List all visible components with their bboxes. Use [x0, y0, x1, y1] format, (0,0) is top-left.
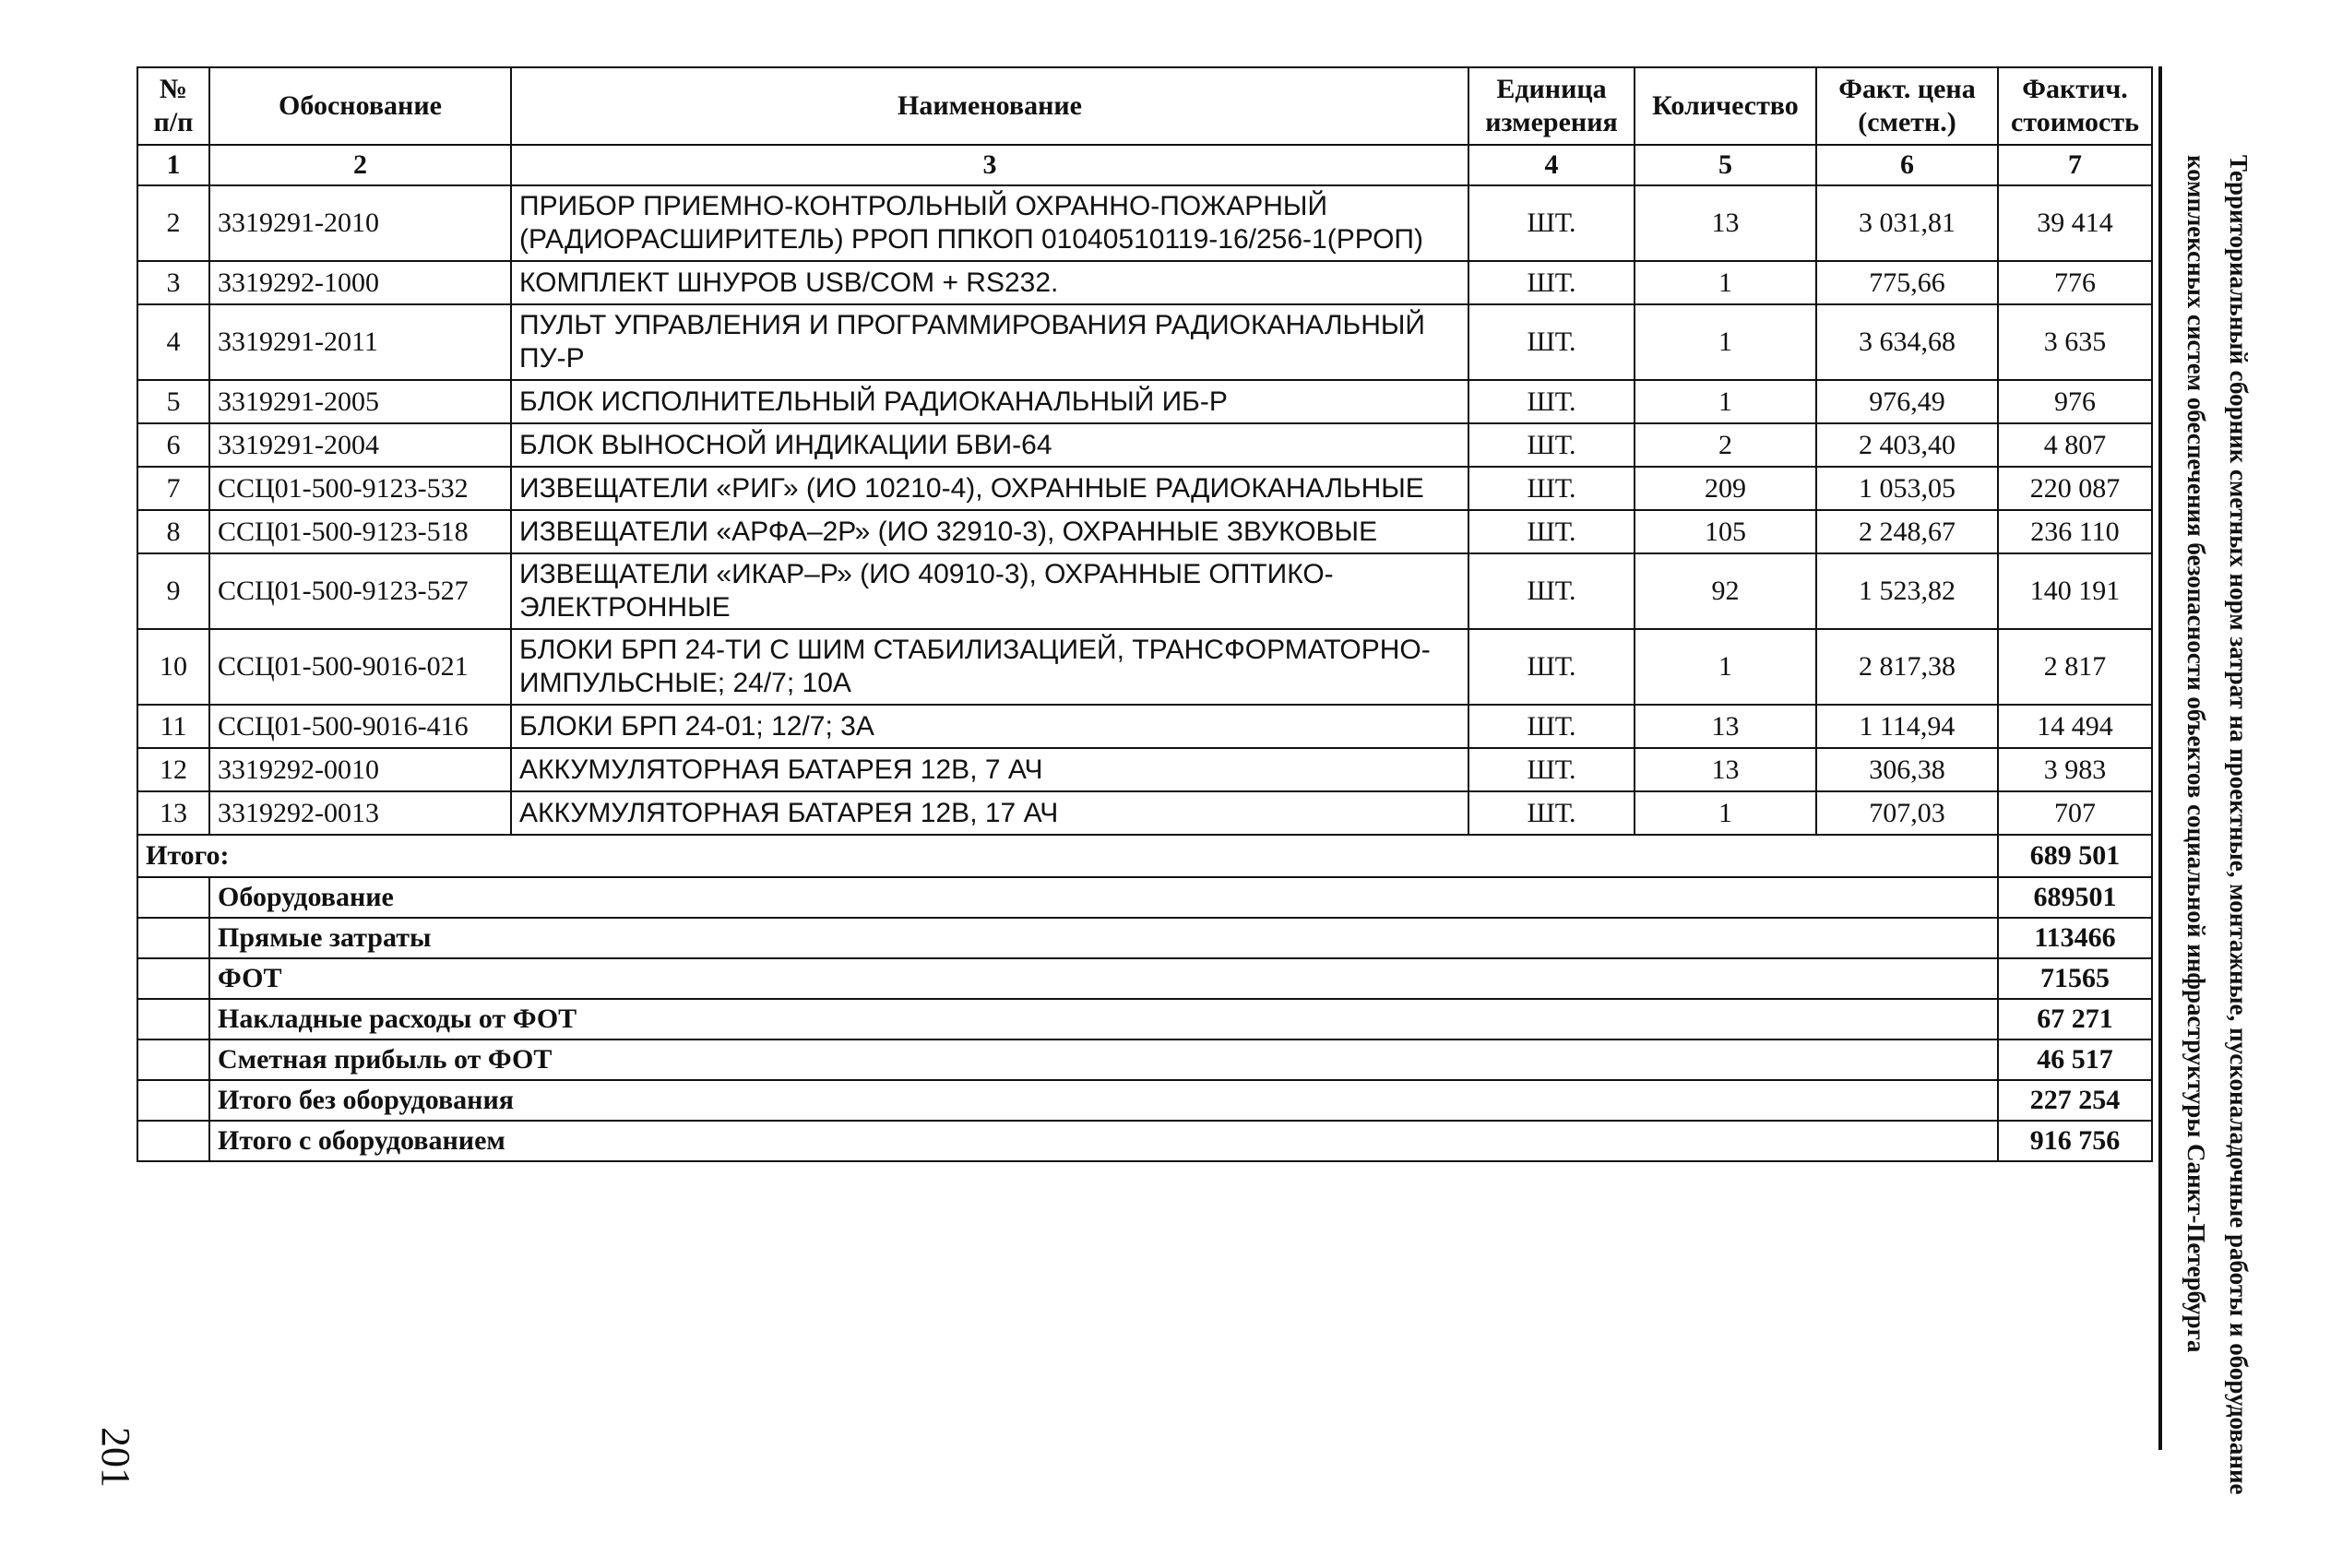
row-code: ССЦ01-500-9123-532: [209, 467, 511, 510]
row-cost: 3 983: [1998, 748, 2152, 791]
summary-spacer: [137, 918, 209, 958]
summary-label: Итого без оборудования: [209, 1080, 1998, 1121]
header-cell-price: Факт. цена (сметн.): [1816, 67, 1998, 145]
summary-label: Итого с оборудованием: [209, 1121, 1998, 1161]
table-row: [137, 510, 2152, 553]
summary-value: 689501: [1998, 877, 2152, 918]
row-name: ИЗВЕЩАТЕЛИ «ИКАР–Р» (ИО 40910-3), ОХРАННЫЕ ОПТИКО-ЭЛЕКТРОННЫЕ: [511, 553, 1468, 629]
row-price: 2 403,40: [1816, 423, 1998, 467]
summary-label: Сметная прибыль от ФОТ: [209, 1039, 1998, 1080]
row-code: 3319291-2011: [209, 304, 511, 380]
row-price: 306,38: [1816, 748, 1998, 791]
summary-row: [137, 1039, 2152, 1080]
row-number: 5: [137, 380, 209, 423]
row-code: ССЦ01-500-9016-416: [209, 705, 511, 748]
row-unit: ШТ.: [1468, 510, 1635, 553]
summary-label: Накладные расходы от ФОТ: [209, 999, 1998, 1039]
summary-value: 916 756: [1998, 1121, 2152, 1161]
header-cell-quantity: Количество: [1635, 67, 1816, 145]
summary-label: Оборудование: [209, 877, 1998, 918]
row-number: 3: [137, 261, 209, 304]
row-cost: 976: [1998, 380, 2152, 423]
row-unit: ШТ.: [1468, 791, 1635, 835]
row-number: 2: [137, 185, 209, 261]
row-unit: ШТ.: [1468, 380, 1635, 423]
summary-value: 227 254: [1998, 1080, 2152, 1121]
row-number: 12: [137, 748, 209, 791]
row-code: ССЦ01-500-9016-021: [209, 629, 511, 705]
row-quantity: 13: [1635, 705, 1816, 748]
table-row: [137, 423, 2152, 467]
row-name: ПРИБОР ПРИЕМНО-КОНТРОЛЬНЫЙ ОХРАННО-ПОЖАРНЫЙ (РАДИОРАСШИРИТЕЛЬ) РРОП ППКОП 01040510119-16/256-1(РРОП): [511, 185, 1468, 261]
row-price: 707,03: [1816, 791, 1998, 835]
summary-label: Прямые затраты: [209, 918, 1998, 958]
summary-row: [137, 1121, 2152, 1161]
row-price: 1 114,94: [1816, 705, 1998, 748]
row-quantity: 1: [1635, 791, 1816, 835]
table-row: [137, 261, 2152, 304]
row-cost: 14 494: [1998, 705, 2152, 748]
total-value: 689 501: [1998, 835, 2152, 877]
row-number: 8: [137, 510, 209, 553]
row-name: БЛОКИ БРП 24-ТИ С ШИМ СТАБИЛИЗАЦИЕЙ, ТРАНСФОРМАТОРНО-ИМПУЛЬСНЫЕ; 24/7; 10А: [511, 629, 1468, 705]
row-code: 3319292-1000: [209, 261, 511, 304]
row-quantity: 209: [1635, 467, 1816, 510]
summary-label: ФОТ: [209, 958, 1998, 999]
row-number: 4: [137, 304, 209, 380]
row-code: ССЦ01-500-9123-527: [209, 553, 511, 629]
row-code: 3319292-0010: [209, 748, 511, 791]
side-divider: [2158, 66, 2162, 1450]
row-unit: ШТ.: [1468, 423, 1635, 467]
row-quantity: 105: [1635, 510, 1816, 553]
table-row: [137, 553, 2152, 629]
summary-spacer: [137, 999, 209, 1039]
row-quantity: 13: [1635, 185, 1816, 261]
row-name: КОМПЛЕКТ ШНУРОВ USB/COM + RS232.: [511, 261, 1468, 304]
summary-row: [137, 1080, 2152, 1121]
header-cell-number: № п/п: [137, 67, 209, 145]
column-number: 1: [137, 145, 209, 185]
row-quantity: 92: [1635, 553, 1816, 629]
row-quantity: 2: [1635, 423, 1816, 467]
row-unit: ШТ.: [1468, 261, 1635, 304]
row-quantity: 1: [1635, 629, 1816, 705]
row-number: 7: [137, 467, 209, 510]
row-name: БЛОК ВЫНОСНОЙ ИНДИКАЦИИ БВИ-64: [511, 423, 1468, 467]
row-unit: ШТ.: [1468, 467, 1635, 510]
row-unit: ШТ.: [1468, 629, 1635, 705]
row-name: ПУЛЬТ УПРАВЛЕНИЯ И ПРОГРАММИРОВАНИЯ РАДИОКАНАЛЬНЫЙ ПУ-Р: [511, 304, 1468, 380]
column-number: 5: [1635, 145, 1816, 185]
row-cost: 39 414: [1998, 185, 2152, 261]
row-quantity: 1: [1635, 261, 1816, 304]
row-cost: 236 110: [1998, 510, 2152, 553]
row-number: 11: [137, 705, 209, 748]
row-code: 3319292-0013: [209, 791, 511, 835]
row-unit: ШТ.: [1468, 748, 1635, 791]
table-row: [137, 304, 2152, 380]
row-cost: 707: [1998, 791, 2152, 835]
row-number: 10: [137, 629, 209, 705]
column-number: 4: [1468, 145, 1635, 185]
page-number: 201: [93, 1427, 138, 1488]
row-price: 3 031,81: [1816, 185, 1998, 261]
estimate-table: [137, 66, 2153, 1162]
row-code: 3319291-2010: [209, 185, 511, 261]
row-cost: 3 635: [1998, 304, 2152, 380]
row-number: 6: [137, 423, 209, 467]
table-row: [137, 629, 2152, 705]
total-row: [137, 835, 2152, 877]
summary-spacer: [137, 1121, 209, 1161]
row-code: ССЦ01-500-9123-518: [209, 510, 511, 553]
running-title-line: комплексных систем обеспечения безопасности объектов социальной инфраструктуры Санкт-Петербурга: [2182, 155, 2210, 1353]
table-row: [137, 705, 2152, 748]
summary-spacer: [137, 877, 209, 918]
row-name: ИЗВЕЩАТЕЛИ «РИГ» (ИО 10210-4), ОХРАННЫЕ РАДИОКАНАЛЬНЫЕ: [511, 467, 1468, 510]
row-name: БЛОК ИСПОЛНИТЕЛЬНЫЙ РАДИОКАНАЛЬНЫЙ ИБ-Р: [511, 380, 1468, 423]
row-name: АККУМУЛЯТОРНАЯ БАТАРЕЯ 12В, 7 АЧ: [511, 748, 1468, 791]
header-cell-name: Наименование: [511, 67, 1468, 145]
summary-spacer: [137, 958, 209, 999]
row-price: 775,66: [1816, 261, 1998, 304]
table-row: [137, 748, 2152, 791]
summary-row: [137, 958, 2152, 999]
row-number: 13: [137, 791, 209, 835]
row-cost: 140 191: [1998, 553, 2152, 629]
header-cell-cost: Фактич. стоимость: [1998, 67, 2152, 145]
row-name: ИЗВЕЩАТЕЛИ «АРФА–2Р» (ИО 32910-3), ОХРАННЫЕ ЗВУКОВЫЕ: [511, 510, 1468, 553]
table-row: [137, 380, 2152, 423]
row-price: 976,49: [1816, 380, 1998, 423]
row-price: 3 634,68: [1816, 304, 1998, 380]
summary-value: 67 271: [1998, 999, 2152, 1039]
total-label: Итого:: [137, 835, 1998, 877]
header-cell-unit: Единица измерения: [1468, 67, 1635, 145]
row-price: 2 817,38: [1816, 629, 1998, 705]
row-unit: ШТ.: [1468, 553, 1635, 629]
column-number: 3: [511, 145, 1468, 185]
summary-row: [137, 999, 2152, 1039]
summary-row: [137, 918, 2152, 958]
summary-spacer: [137, 1039, 209, 1080]
row-number: 9: [137, 553, 209, 629]
row-code: 3319291-2004: [209, 423, 511, 467]
row-name: АККУМУЛЯТОРНАЯ БАТАРЕЯ 12В, 17 АЧ: [511, 791, 1468, 835]
row-cost: 220 087: [1998, 467, 2152, 510]
row-quantity: 1: [1635, 380, 1816, 423]
header-row: [137, 67, 2152, 145]
table-row: [137, 185, 2152, 261]
column-number: 2: [209, 145, 511, 185]
row-cost: 4 807: [1998, 423, 2152, 467]
column-number-row: [137, 145, 2152, 185]
summary-value: 46 517: [1998, 1039, 2152, 1080]
running-title-line: Территориальный сборник сметных норм затрат на проектные, монтажные, пусконаладочные работы и оборудование: [2225, 155, 2253, 1495]
row-name: БЛОКИ БРП 24-01; 12/7; 3А: [511, 705, 1468, 748]
column-number: 6: [1816, 145, 1998, 185]
summary-value: 113466: [1998, 918, 2152, 958]
table-row: [137, 467, 2152, 510]
summary-row: [137, 877, 2152, 918]
row-quantity: 1: [1635, 304, 1816, 380]
summary-value: 71565: [1998, 958, 2152, 999]
column-number: 7: [1998, 145, 2152, 185]
summary-spacer: [137, 1080, 209, 1121]
row-cost: 2 817: [1998, 629, 2152, 705]
row-unit: ШТ.: [1468, 304, 1635, 380]
row-unit: ШТ.: [1468, 185, 1635, 261]
header-cell-basis: Обоснование: [209, 67, 511, 145]
row-quantity: 13: [1635, 748, 1816, 791]
row-code: 3319291-2005: [209, 380, 511, 423]
row-cost: 776: [1998, 261, 2152, 304]
row-price: 2 248,67: [1816, 510, 1998, 553]
row-price: 1 053,05: [1816, 467, 1998, 510]
table-row: [137, 791, 2152, 835]
row-unit: ШТ.: [1468, 705, 1635, 748]
running-title: [2175, 155, 2260, 1495]
row-price: 1 523,82: [1816, 553, 1998, 629]
